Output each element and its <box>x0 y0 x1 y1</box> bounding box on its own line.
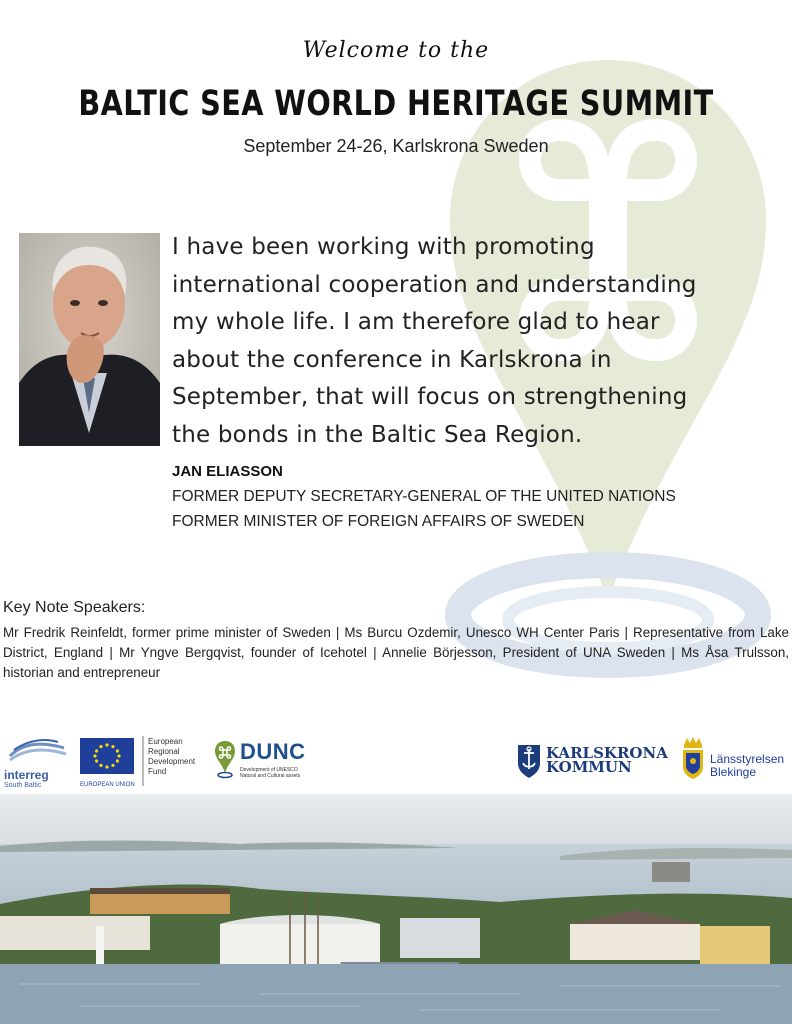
dunc-sub-line: Development of UNESCO <box>240 767 298 773</box>
interreg-logo <box>4 738 72 790</box>
speaker-role: FORMER DEPUTY SECRETARY-GENERAL OF THE UNITED NATIONS <box>172 488 676 505</box>
dunc-pin-icon <box>214 739 236 779</box>
lansstyrelsen-crown-icon <box>680 735 706 781</box>
lans-line: Blekinge <box>710 765 757 779</box>
karlskrona-crest-icon <box>516 741 542 779</box>
quote-line: international cooperation and understanding <box>172 271 697 298</box>
eu-flag-icon <box>80 738 134 774</box>
karlskrona-line: KARLSKRONA <box>546 744 668 762</box>
summit-title: BALTIC SEA WORLD HERITAGE SUMMIT <box>78 84 714 124</box>
welcome-text: Welcome to the <box>302 38 490 63</box>
quote-line: the bonds in the Baltic Sea Region. <box>172 421 583 448</box>
interreg-sub: South Baltic <box>4 782 42 789</box>
keynote-heading: Key Note Speakers: <box>3 599 146 616</box>
erdf-line: European <box>148 737 183 746</box>
quote-line: my whole life. I am therefore glad to hear <box>172 309 660 335</box>
dunc-subtitle <box>240 767 300 779</box>
interreg-wave-icon <box>4 738 72 764</box>
quote-line: I have been working with promoting <box>172 234 595 260</box>
harbor-photo <box>0 794 792 1024</box>
eu-caption: EUROPEAN UNION <box>80 782 135 788</box>
event-dates: September 24-26, Karlskrona Sweden <box>243 136 549 156</box>
erdf-line: Development <box>148 757 196 766</box>
speaker-role: FORMER MINISTER OF FOREIGN AFFAIRS OF SWEDEN <box>172 513 585 530</box>
interreg-name: interreg <box>4 768 49 782</box>
quote-line: about the conference in Karlskrona in <box>172 346 612 373</box>
speaker-name: JAN ELIASSON <box>172 463 283 480</box>
eu-logo <box>80 738 136 793</box>
dunc-sub-line: Natural and Cultural assets <box>240 773 301 779</box>
erdf-line: Fund <box>148 767 167 776</box>
karlskrona-logo <box>516 741 666 785</box>
dunc-logo <box>214 739 324 789</box>
lansstyrelsen-text <box>710 753 784 779</box>
quote-text <box>172 229 772 454</box>
erdf-line: Regional <box>148 747 180 756</box>
portrait-photo <box>19 233 160 446</box>
divider <box>142 736 144 786</box>
keynote-speakers-list: Mr Fredrik Reinfeldt, former prime minister of Sweden | Ms Burcu Ozdemir, Unesco WH Center Paris | Representative from Lake District, England | Mr Yngve Bergqvist, founder of Icehotel | Annelie Börjesson, President of UNA Sweden | Ms Åsa Trulsson, historian and entrepreneur <box>3 625 789 680</box>
lansstyrelsen-logo <box>680 735 790 791</box>
quote-line: September, that will focus on strengthening <box>172 384 688 410</box>
dunc-name: DUNC <box>240 739 306 764</box>
karlskrona-line: KOMMUN <box>546 758 632 776</box>
partner-logos <box>0 733 792 793</box>
erdf-text <box>148 737 195 777</box>
lans-line: Länsstyrelsen <box>710 752 785 766</box>
karlskrona-text <box>546 746 668 774</box>
